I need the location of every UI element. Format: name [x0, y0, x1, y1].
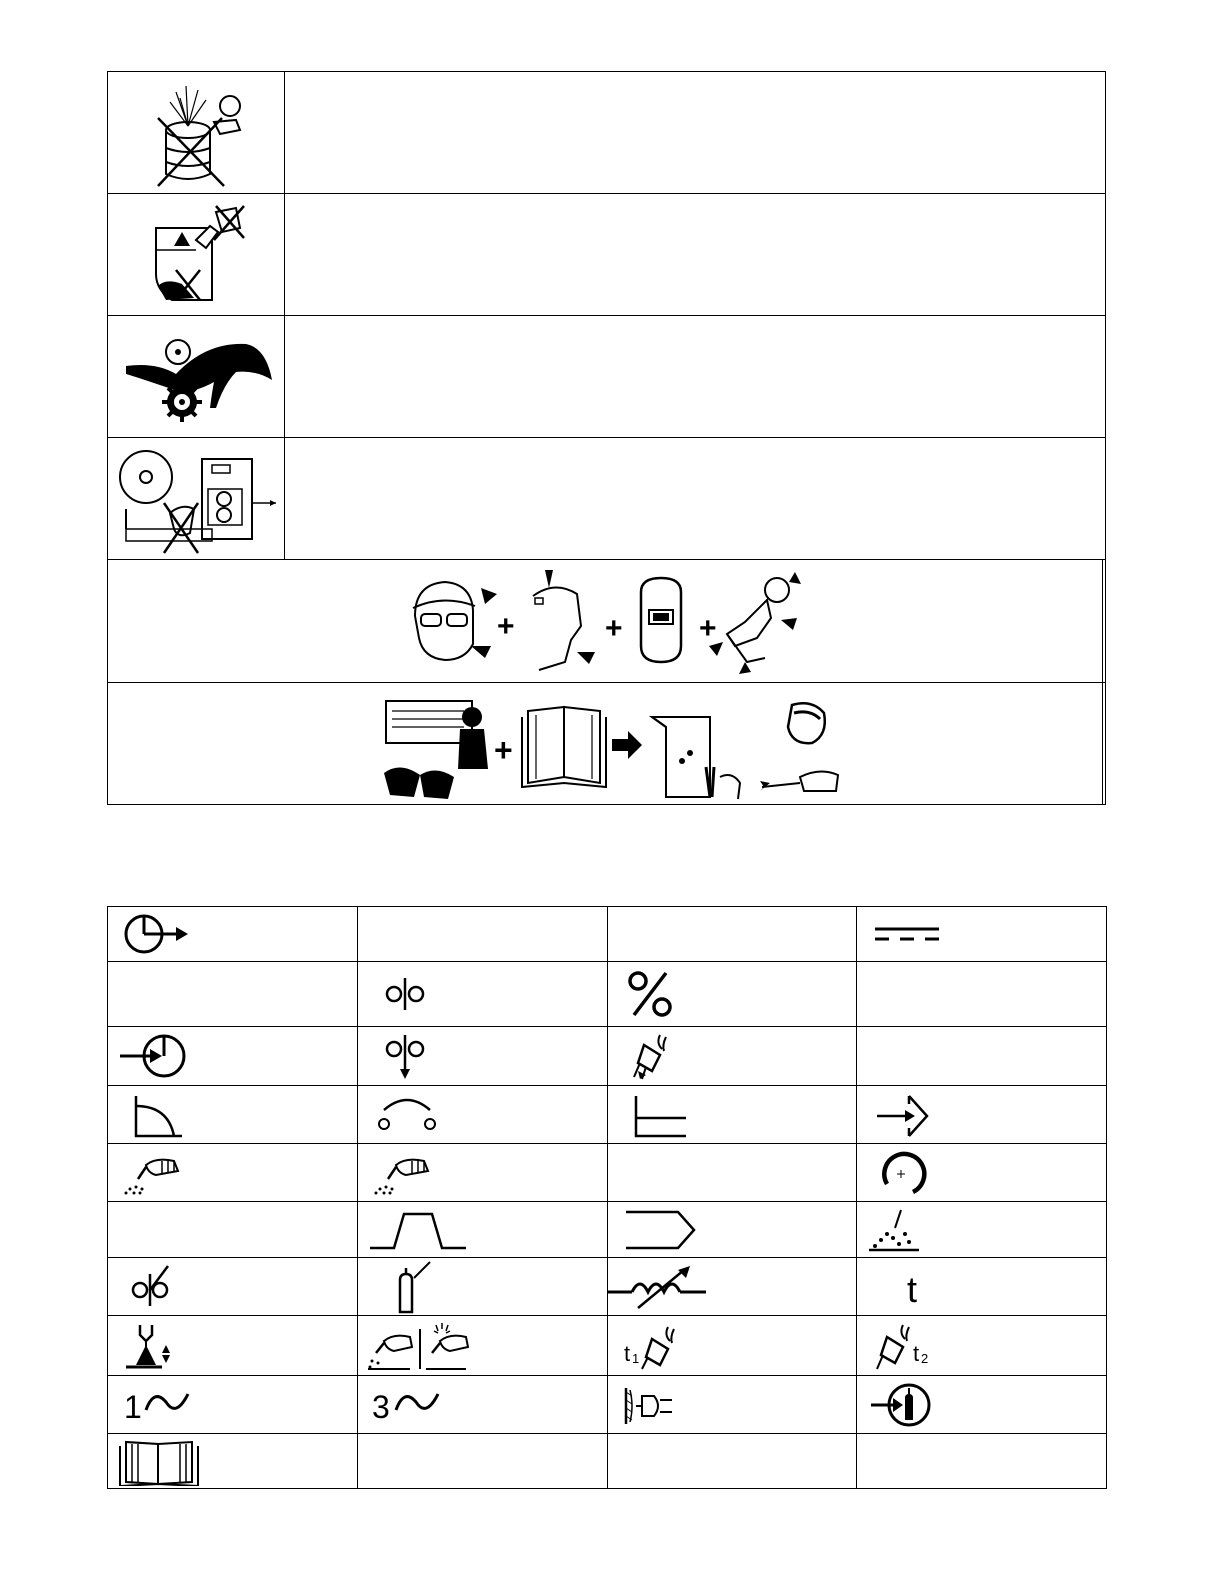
spot-gun-pair-icon: [366, 1321, 476, 1371]
symbol-cell: [857, 1202, 1107, 1258]
power-output-icon: [116, 912, 196, 956]
symbols-row: [108, 907, 1107, 962]
preflow-time-icon: [616, 1321, 696, 1371]
safety-row: [108, 560, 1106, 683]
symbol-cell: [857, 1434, 1107, 1489]
svg-text:+: +: [494, 731, 513, 768]
symbol-cell: [857, 962, 1107, 1027]
symbol-cell: [358, 1027, 608, 1086]
symbols-row: [108, 1376, 1107, 1434]
symbol-cell: [108, 962, 358, 1027]
three-phase-icon: [366, 1380, 456, 1430]
symbol-cell: [608, 1144, 857, 1202]
symbol-cell: [108, 1376, 358, 1434]
gun-trigger-icon: [616, 1031, 686, 1081]
gas-input-icon: [865, 1380, 945, 1430]
three-phase-number: 3: [372, 1388, 390, 1425]
wire-speed-icon: [116, 1262, 186, 1312]
input-connection-icon: [865, 1090, 945, 1140]
symbol-cell: [608, 907, 857, 962]
symbol-cell: [358, 1434, 608, 1489]
svg-text:+: +: [699, 612, 717, 645]
variable-inductance-icon: [608, 1262, 708, 1312]
constant-voltage-icon: [616, 1090, 696, 1140]
symbols-row: [108, 1202, 1107, 1258]
symbol-cell: [608, 962, 857, 1027]
safety-row: [108, 438, 1106, 560]
t1-label: t: [624, 1340, 631, 1366]
jog-wire-icon: [366, 1031, 436, 1081]
safety-text: [285, 72, 1106, 194]
wire-drive-rolls-hazard-icon: [112, 443, 280, 555]
symbols-table: [107, 906, 1107, 1489]
time-symbol: [865, 1262, 935, 1312]
moving-parts-hand-hazard-icon: [116, 322, 276, 432]
safety-icon-cell: [108, 683, 1103, 805]
direct-current-icon: [865, 919, 945, 949]
symbols-row: [108, 1316, 1107, 1376]
svg-text:+: +: [605, 612, 623, 645]
symbol-cell: [358, 962, 608, 1027]
symbol-cell: [358, 1258, 608, 1316]
symbol-cell: [608, 1202, 857, 1258]
safety-text: [285, 194, 1106, 316]
symbol-cell: [358, 1376, 608, 1434]
protective-equipment-icon: [405, 566, 805, 676]
safety-row: [108, 194, 1106, 316]
safety-icon-cell: [108, 194, 285, 316]
single-phase-number: 1: [124, 1388, 142, 1425]
symbol-cell: [358, 1144, 608, 1202]
wire-stickout-icon: [116, 1321, 186, 1371]
wire-feed-icon: [366, 972, 436, 1016]
power-input-icon: [116, 1031, 196, 1081]
symbol-cell: [857, 1027, 1107, 1086]
symbol-cell: [857, 1376, 1107, 1434]
symbol-cell: [857, 1086, 1107, 1144]
symbol-cell: [108, 1027, 358, 1086]
symbols-row: [108, 1144, 1107, 1202]
gas-cylinder-icon: [366, 1260, 436, 1314]
symbol-cell: [108, 1144, 358, 1202]
symbol-cell: [358, 907, 608, 962]
safety-icon-cell: [108, 438, 285, 560]
read-manual-icon: [118, 1436, 202, 1486]
symbol-cell: [108, 1316, 358, 1376]
do-not-remove-labels-icon: [136, 200, 256, 310]
single-phase-icon: [116, 1380, 206, 1430]
safety-row: [108, 316, 1106, 438]
time-label: t: [907, 1268, 918, 1310]
symbols-row: [108, 1086, 1107, 1144]
symbol-cell: [857, 1144, 1107, 1202]
symbol-cell: [608, 1434, 857, 1489]
spot-weld-icon: [366, 1090, 456, 1140]
symbol-cell: [108, 907, 358, 962]
symbol-cell: [608, 1258, 857, 1316]
symbols-row: [108, 1258, 1107, 1316]
symbol-cell: [108, 1258, 358, 1316]
symbols-row: [108, 962, 1107, 1027]
symbol-cell: [358, 1086, 608, 1144]
safety-row: [108, 683, 1106, 805]
symbols-row: [108, 1434, 1107, 1489]
mig-gun-icon: [366, 1149, 436, 1197]
safety-text: [285, 316, 1106, 438]
symbol-cell: [358, 1316, 608, 1376]
symbol-cell: [608, 1086, 857, 1144]
safety-table: [107, 71, 1106, 805]
safety-text: [1103, 683, 1106, 805]
symbol-cell: [857, 1258, 1107, 1316]
svg-text:+: +: [497, 610, 515, 643]
t2-subscript: 2: [921, 1350, 929, 1366]
safety-icon-cell: [108, 560, 1103, 683]
safety-icon-cell: [108, 316, 285, 438]
t2-label: t: [913, 1340, 920, 1366]
weld-sequence-icon: [366, 1206, 476, 1254]
postflow-time-icon: [865, 1321, 955, 1371]
training-manual-maintenance-icon: [360, 687, 850, 801]
safety-text: [1103, 560, 1106, 683]
symbols-row: [108, 1027, 1107, 1086]
symbol-cell: [857, 1316, 1107, 1376]
safety-row: [108, 72, 1106, 194]
safety-text: [285, 438, 1106, 560]
safety-icon-cell: [108, 72, 285, 194]
symbol-cell: [108, 1434, 358, 1489]
plug-icon: [616, 1380, 706, 1430]
symbol-cell: [608, 1316, 857, 1376]
symbol-cell: [358, 1202, 608, 1258]
symbol-cell: [857, 907, 1107, 962]
drum-explosion-prohibited-icon: [136, 78, 256, 188]
t1-subscript: 1: [632, 1350, 640, 1366]
constant-current-icon: [116, 1090, 186, 1140]
symbol-cell: [608, 1027, 857, 1086]
symbol-cell: [108, 1086, 358, 1144]
spatter-icon: [865, 1206, 935, 1254]
symbol-cell: [108, 1202, 358, 1258]
mig-gun-icon: [116, 1149, 186, 1197]
symbol-cell: [608, 1376, 857, 1434]
burnback-icon: [865, 1148, 935, 1198]
pulse-icon: [616, 1206, 706, 1254]
percent-icon: [616, 969, 686, 1019]
